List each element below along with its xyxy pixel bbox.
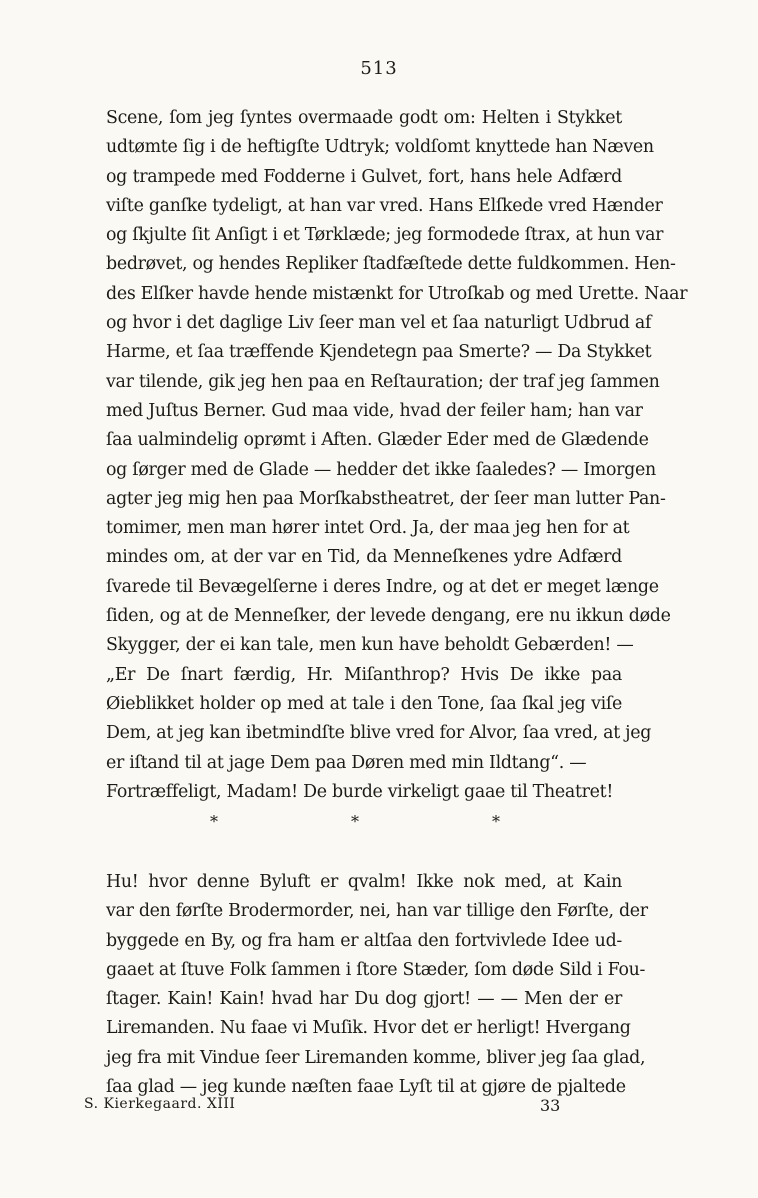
text-line: Liremanden. Nu faae vi Muſik. Hvor det er herligt! Hvergang — [106, 1018, 631, 1039]
paragraph-main — [106, 104, 688, 807]
footer-signature: S. Kierkegaard. XIII — [84, 1096, 236, 1112]
separator-star: * — [492, 812, 500, 831]
footer-sheet-number: 33 — [540, 1096, 561, 1115]
text-line: tomimer, men man hører intet Ord. Ja, der maa jeg hen for at — [106, 518, 630, 539]
text-line: udtømte ſig i de heftigſte Udtryk; voldſomt knyttede han Næven — [106, 137, 654, 158]
text-line: bedrøvet, og hendes Repliker ſtadfæſtede dette fuldkommen. Hen- — [106, 254, 676, 275]
text-line: Harme, et ſaa træffende Kjendetegn paa Smerte? — Da Stykket — [106, 342, 652, 363]
text-line: „Er De ſnart færdig, Hr. Miſanthrop? Hvis De ikke paa — [106, 664, 622, 685]
text-line: var den førſte Brodermorder, nei, han var tillige den Førſte, der — [106, 901, 648, 922]
text-line: jeg fra mit Vindue ſeer Liremanden komme, bliver jeg ſaa glad, — [106, 1047, 646, 1068]
text-line: ſvarede til Bevægelſerne i deres Indre, og at det er meget længe — [106, 576, 659, 597]
text-line: med Juſtus Berner. Gud maa vide, hvad der feiler ham; han var — [106, 400, 643, 421]
text-line: gaaet at ſtuve Folk ſammen i ſtore Stæder, ſom døde Sild i Fou- — [106, 959, 646, 980]
text-line: viſte ganſke tydeligt, at han var vred. Hans Elſkede vred Hænder — [106, 195, 663, 216]
text-line: byggede en By, og fra ham er altſaa den fortvivlede Idee ud- — [106, 930, 622, 951]
separator-star: * — [210, 812, 218, 831]
text-line: mindes om, at der var en Tid, da Menneſkenes ydre Adfærd — [106, 547, 622, 568]
text-line: er iſtand til at jage Dem paa Døren med min Ildtang“. — — [106, 752, 587, 773]
text-line: Hu! hvor denne Byluft er qvalm! Ikke nok med, at Kain — [106, 872, 622, 892]
separator-star: * — [351, 812, 359, 831]
text-line: var tilende, gik jeg hen paa en Reſtauration; der traf jeg ſammen — [106, 371, 660, 392]
text-line: ſaa ualmindelig oprømt i Aften. Glæder Eder med de Glædende — [106, 430, 649, 451]
text-line: Skygger, der ei kan tale, men kun have beholdt Gebærden! — — [106, 635, 634, 656]
text-line: ſaa glad — jeg kunde næſten faae Lyſt til at gjøre de pjaltede — [106, 1077, 626, 1098]
text-line: ſtager. Kain! Kain! hvad har Du dog gjort! — — Men der er — [106, 989, 622, 1010]
text-line: des Elſker havde hende mistænkt for Utroſkab og med Urette. Naar — [106, 283, 688, 304]
text-line: og ſkjulte ſit Anſigt i et Tørklæde; jeg formodede ſtrax, at hun var — [106, 225, 664, 246]
section-separator — [210, 812, 500, 831]
text-line: agter jeg mig hen paa Morſkabstheatret, der ſeer man lutter Pan- — [106, 488, 666, 509]
text-line: og hvor i det daglige Liv ſeer man vel et ſaa naturligt Udbrud af — [106, 313, 652, 334]
text-line: og ſørger med de Glade — hedder det ikke ſaaledes? — Imorgen — [106, 459, 656, 480]
text-line: Fortræffeligt, Madam! De burde virkeligt gaae til Theatret! — [106, 781, 614, 802]
text-line: Øieblikket holder op med at tale i den Tone, ſaa ſkal jeg viſe — [106, 693, 622, 714]
paragraph-second — [106, 868, 648, 1102]
text-line: og trampede med Fodderne i Gulvet, fort, hans hele Adfærd — [106, 166, 622, 187]
page-number: 513 — [360, 58, 398, 79]
text-line: Dem, at jeg kan ibetmindſte blive vred for Alvor, ſaa vred, at jeg — [106, 723, 652, 744]
text-line: Scene, ſom jeg ſyntes overmaade godt om: Helten i Stykket — [106, 108, 622, 128]
text-line: ſiden, og at de Menneſker, der levede dengang, ere nu ikkun døde — [106, 606, 671, 627]
